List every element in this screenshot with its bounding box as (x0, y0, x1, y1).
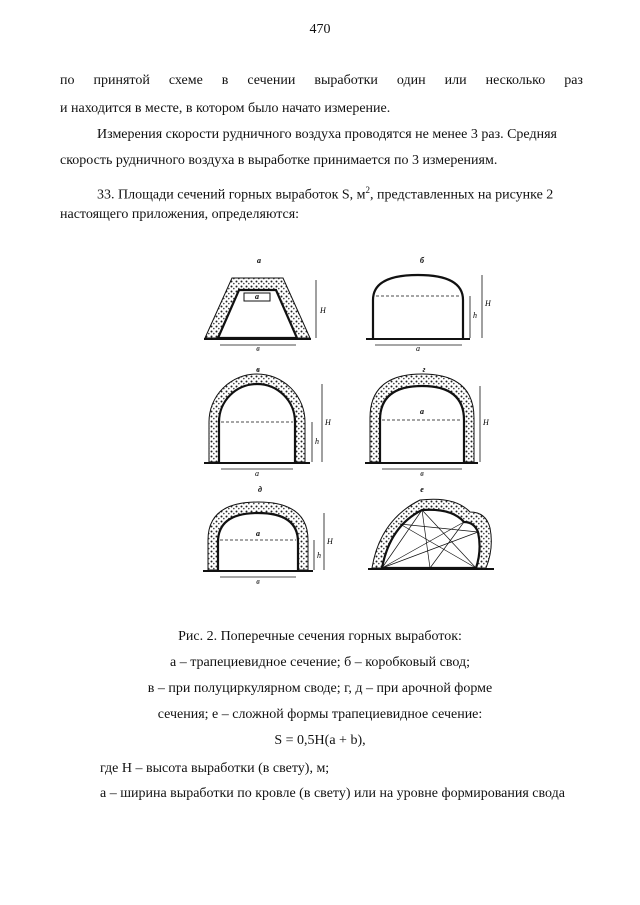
dim-a-label: a (255, 469, 259, 478)
dim-H-label: H (483, 418, 489, 427)
panel-a-trapezoid (204, 256, 327, 353)
word: в (221, 73, 229, 88)
panel-label-d: д (258, 485, 262, 494)
dim-b-label: в (420, 469, 424, 478)
word: несколько (485, 73, 546, 88)
word: или (444, 73, 467, 88)
word: сечении (247, 73, 296, 88)
dim-H-label: H (485, 299, 491, 308)
definition-a: а – ширина выработки по кровле (в свету) или на уровне формирования свода (100, 786, 565, 801)
panel-label-b: б (420, 256, 424, 265)
formula: S = 0,5H(a + b), (274, 733, 366, 748)
paragraph-text: , представленных на рисунке 2 (370, 187, 554, 203)
word: схеме (168, 73, 203, 88)
page-number: 470 (309, 22, 331, 37)
word: один (396, 73, 426, 88)
dim-b-label: в (256, 577, 260, 586)
dim-a-label: a (256, 529, 260, 538)
caption-line-2: а – трапециевидное сечение; б – коробковый свод; (170, 655, 470, 670)
word: выработки (314, 73, 378, 88)
dim-h-label: h (473, 311, 477, 320)
dim-a-label: a (420, 407, 424, 416)
panel-label-g: г (422, 365, 426, 374)
panel-b-box-vault (366, 256, 492, 353)
dim-b-label: в (256, 344, 260, 353)
dim-H-label: H (325, 418, 331, 427)
panel-v-semicircular-vault (204, 365, 332, 478)
word: раз (564, 73, 583, 88)
definition-H: где H – высота выработки (в свету), м; (100, 761, 330, 776)
caption-line-1: Рис. 2. Поперечные сечения горных выработок: (178, 629, 462, 644)
panel-g-arched (365, 365, 490, 478)
word: по (60, 73, 75, 88)
body-line-2: и находится в месте, в котором было начато измерение. (60, 101, 391, 116)
dim-H-label: H (327, 537, 333, 546)
body-line-3: Измерения скорости рудничного воздуха проводятся не менее 3 раз. Средняя (97, 127, 557, 142)
dim-a-label: a (416, 344, 420, 353)
body-line-4: скорость рудничного воздуха в выработке принимается по 3 измерениям. (60, 153, 498, 168)
caption-line-4: сечения; е – сложной формы трапециевидное сечение: (157, 707, 483, 722)
caption-line-3: в – при полуциркулярном своде; г, д – при арочной форме (147, 681, 493, 696)
body-line-6: настоящего приложения, определяются: (60, 207, 300, 222)
panel-label-e: е (420, 485, 424, 494)
dim-a-label: a (255, 292, 259, 301)
panel-label-a: а (257, 256, 261, 265)
panel-e-complex-shape (368, 485, 494, 569)
dim-h-label: h (317, 551, 321, 560)
superscript: 2 (365, 185, 371, 195)
dim-H-label: H (320, 306, 326, 315)
panel-d-arched (203, 485, 334, 586)
panel-label-v: в (256, 365, 260, 374)
paragraph-text: 33. Площади сечений горных выработок S, м (97, 187, 366, 203)
word: принятой (93, 73, 150, 88)
dim-h-label: h (315, 437, 319, 446)
